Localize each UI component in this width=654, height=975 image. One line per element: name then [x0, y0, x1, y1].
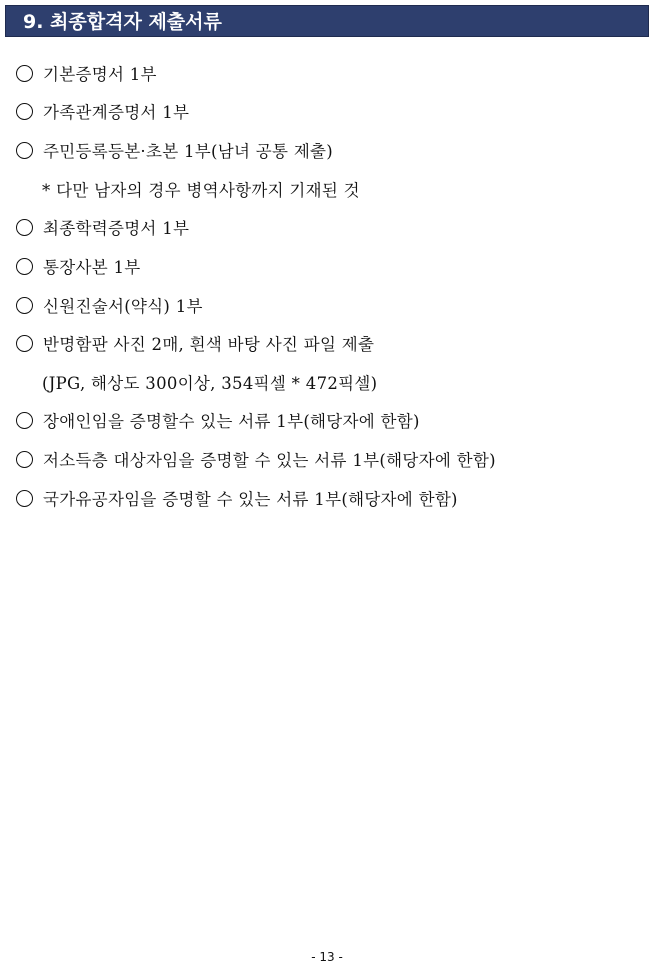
circle-bullet-icon [16, 335, 33, 352]
page-number: - 13 - [311, 950, 343, 964]
list-item-personal-statement [16, 293, 203, 317]
circle-bullet-icon [16, 297, 33, 314]
photo-spec-note [42, 370, 377, 394]
circle-bullet-icon [16, 103, 33, 120]
list-item-bankbook-copy [16, 254, 141, 278]
note-text: (JPG, 해상도 300이상, 354픽셀 * 472픽셀) [42, 374, 378, 393]
section-title: 9. 최종합격자 제출서류 [23, 11, 222, 33]
list-item-national-merit-proof [16, 486, 458, 510]
circle-bullet-icon [16, 258, 33, 275]
list-item-resident-registration [16, 138, 333, 162]
military-service-note [42, 177, 360, 201]
list-item-text: 최종학력증명서 1부 [43, 219, 190, 238]
circle-bullet-icon [16, 142, 33, 159]
list-item-disability-proof [16, 408, 420, 432]
list-item-text: 반명함판 사진 2매, 흰색 바탕 사진 파일 제출 [43, 335, 375, 354]
list-item-text: 국가유공자임을 증명할 수 있는 서류 1부(해당자에 한함) [43, 490, 458, 509]
list-item-text: 가족관계증명서 1부 [43, 103, 190, 122]
list-item-text: 장애인임을 증명할수 있는 서류 1부(해당자에 한함) [43, 412, 420, 431]
circle-bullet-icon [16, 490, 33, 507]
list-item-text: 통장사본 1부 [43, 258, 141, 277]
list-item-low-income-proof [16, 447, 496, 471]
circle-bullet-icon [16, 65, 33, 82]
list-item-photo [16, 331, 374, 355]
circle-bullet-icon [16, 412, 33, 429]
list-item-basic-certificate [16, 61, 157, 85]
list-item-text: 기본증명서 1부 [43, 65, 157, 84]
list-item-text: 주민등록등본·초본 1부(남녀 공통 제출) [43, 142, 334, 161]
circle-bullet-icon [16, 451, 33, 468]
list-item-final-education-certificate [16, 215, 189, 239]
list-item-text: 신원진술서(약식) 1부 [43, 297, 203, 316]
list-item-family-relation-certificate [16, 99, 189, 123]
section-header-bar [5, 5, 649, 37]
list-item-text: 저소득층 대상자임을 증명할 수 있는 서류 1부(해당자에 한함) [43, 451, 496, 470]
circle-bullet-icon [16, 219, 33, 236]
note-text: * 다만 남자의 경우 병역사항까지 기재된 것 [42, 181, 360, 200]
